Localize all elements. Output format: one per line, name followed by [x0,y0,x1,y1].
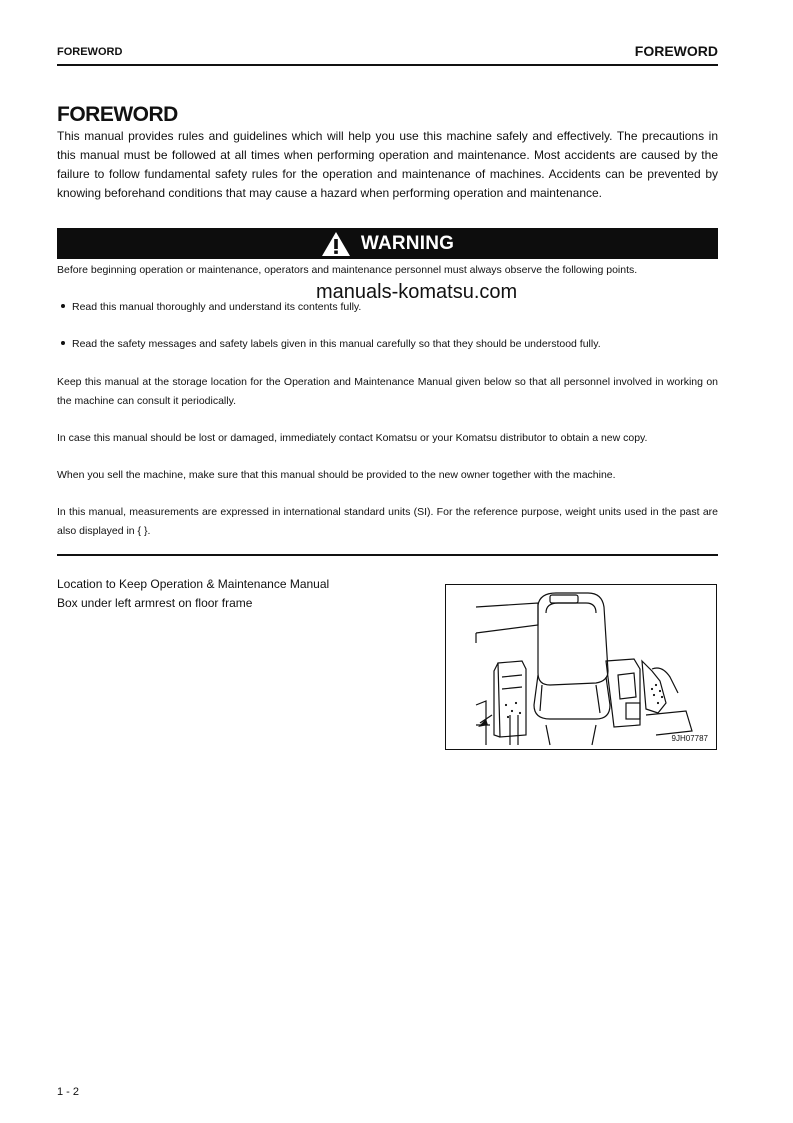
header-divider [57,64,718,66]
section-divider [57,554,718,556]
location-detail: Box under left armrest on floor frame [57,596,253,610]
warning-label: WARNING [360,232,455,254]
location-heading: Location to Keep Operation & Maintenance Manual [57,577,330,591]
warning-paragraph: In this manual, measurements are expressed in international standard units (SI). For the reference purpose, weight units used in the past are also displayed in { }. [57,506,718,537]
header-left-title: FOREWORD [57,46,123,58]
watermark-text: manuals-komatsu.com [316,281,518,303]
seat-illustration [446,585,717,750]
warning-bullet: Read the safety messages and safety labels given in this manual carefully so that they should be understood fully. [61,335,601,354]
warning-banner [57,228,718,259]
warning-lead: Before beginning operation or maintenance, operators and maintenance personnel must always observe the following points. [57,264,638,276]
bullet-dot-icon [61,341,65,345]
warning-paragraph: When you sell the machine, make sure that this manual should be provided to the new owner together with the machine. [57,469,616,481]
warning-bullet: Read this manual thoroughly and understand its contents fully. [61,298,361,317]
warning-paragraph: In case this manual should be lost or damaged, immediately contact Komatsu or your Komatsu distributor to obtain a new copy. [57,432,648,444]
section-title: FOREWORD [57,103,178,126]
header-right-title: FOREWORD [634,43,718,59]
page-number: 1 - 2 [57,1086,80,1098]
warning-paragraph: Keep this manual at the storage location for the Operation and Maintenance Manual given below so that all personnel involved in working on the machine can consult it periodically. [57,376,718,407]
seat-location-figure [445,584,717,750]
figure-code: 9JH07787 [671,734,708,743]
intro-paragraph: This manual provides rules and guidelines which will help you use this machine safely and effectively. The precautions in this manual must be followed at all times when performing operation and maintenance. Most accidents are caused by the failure to follow fundamental safety rules for the operation and maintenance of machines. Accidents can be prevented by knowing beforehand conditions that may cause a hazard when performing operation and maintenance. [57,129,718,200]
bullet-dot-icon [61,304,65,308]
warning-triangle-icon [321,231,351,257]
